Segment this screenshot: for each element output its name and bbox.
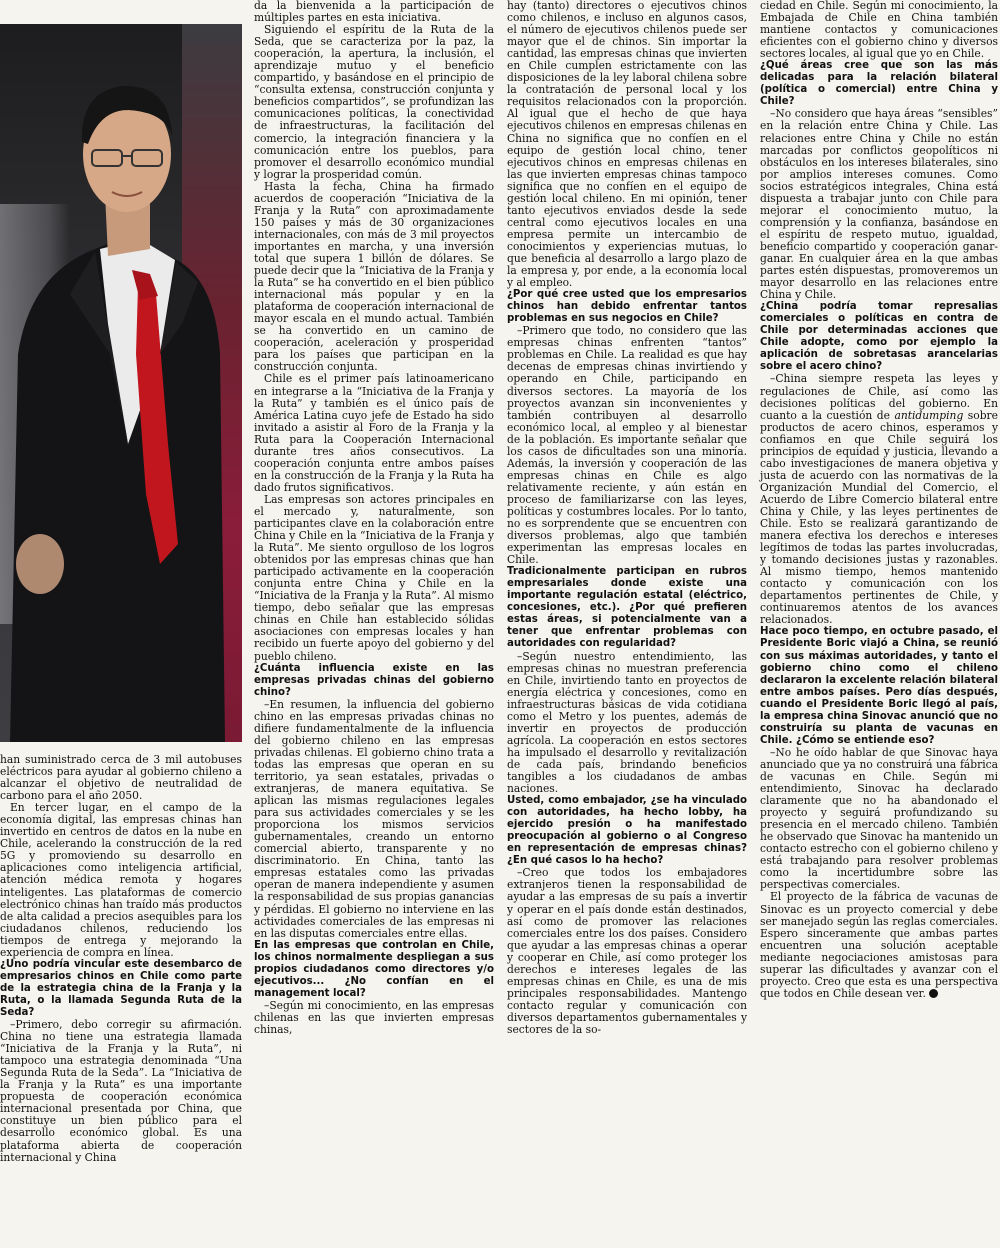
interview-question: ¿China podría tomar represalias comerciales o políticas en contra de Chile por determinadas acciones que Chile adopte, como por ejemplo la aplicación de sobretasas arancelarias sobre el acero chino? bbox=[760, 301, 998, 373]
text-column-3 bbox=[507, 0, 747, 1036]
body-paragraph: –Según nuestro entendimiento, las empresas chinas no muestran preferencia en Chile, invirtiendo tanto en proyectos de energía eléctrica y concesiones, como en infraestructuras básicas de vida cotidiana como el Metro y los puentes, además de invertir en proyectos de producción agrícola. La cooperación en estos sectores ha impulsado el desarrollo y revitalización de cada país, brindando beneficios tangibles a los ciudadanos de ambas naciones. bbox=[507, 649, 747, 796]
end-mark-icon bbox=[929, 989, 938, 998]
interview-question: En las empresas que controlan en Chile, los chinos normalmente despliegan a sus propios ciudadanos como directores y/o ejecutivos... ¿No confían en el management local? bbox=[254, 939, 494, 999]
interview-question: ¿Por qué cree usted que los empresarios chinos han debido enfrentar tantos problemas en sus negocios en Chile? bbox=[507, 289, 747, 325]
interview-question: ¿Uno podría vincular este desembarco de empresarios chinos en Chile como parte de la estrategia china de la Franja y la Ruta, o la llamada Segunda Ruta de la Seda? bbox=[0, 958, 242, 1018]
body-paragraph: da la bienvenida a la participación de múltiples partes en esta iniciativa. bbox=[254, 0, 494, 25]
interview-question: Usted, como embajador, ¿se ha vinculado con autoridades, ha hecho lobby, ha ejercido presión o ha manifestado preocupación al gobierno o al Congreso en representación de empresas chinas? ¿En qué casos lo ha hecho? bbox=[507, 795, 747, 867]
interview-question: ¿Cuánta influencia existe en las empresas privadas chinas del gobierno chino? bbox=[254, 662, 494, 698]
body-paragraph: han suministrado cerca de 3 mil autobuses eléctricos para ayudar al gobierno chileno a alcanzar el objetivo de neutralidad de carbono para el año 2050. bbox=[0, 753, 242, 803]
body-paragraph: –No considero que haya áreas “sensibles” en la relación entre China y Chile. Las relaciones entre China y Chile no están marcadas por conflictos geopolíticos ni obstáculos en los intereses bilaterales, sino por amplios intereses comunes. Como socios estratégicos integrales, China está dispuesta a trabajar junto con Chile para mejorar el conocimiento mutuo, la comprensión y la confianza, basándose en el espíritu de respeto mutuo, igualdad, beneficio compartido y cooperación ganar-ganar. En cualquier área en la que ambas partes estén dispuestas, promoveremos un mayor desarrollo en las relaciones entre China y Chile. bbox=[760, 107, 998, 302]
body-paragraph: Las empresas son actores principales en el mercado y, naturalmente, son participantes clave en la colaboración entre China y Chile en la “Iniciativa de la Franja y la Ruta”. Me siento orgulloso de los logros obtenidos por las empresas chinas que han participado activamente en la cooperación conjunta entre China y Chile en la “Iniciativa de la Franja y la Ruta”. Al mismo tiempo, debo señalar que las empresas chinas en Chile han establecido sólidas asociaciones con empresas locales y han recibido un fuerte apoyo del gobierno y del pueblo chileno. bbox=[254, 492, 494, 663]
ambassador-photo bbox=[0, 24, 242, 742]
interview-question: Hace poco tiempo, en octubre pasado, el Presidente Boric viajó a China, se reunió con sus máximas autoridades, y tanto el gobierno chino como el chileno declararon la excelente relación bilateral entre ambos países. Pero días después, cuando el Presidente Boric llegó al país, la empresa china Sinovac anunció que no construiría su planta de vacunas en Chile. ¿Cómo se entiende eso? bbox=[760, 626, 998, 746]
closing-paragraph: El proyecto de la fábrica de vacunas de Sinovac es un proyecto comercial y debe ser manejado según las reglas comerciales. Espero sinceramente que ambas partes encuentren una solución aceptable mediante negociaciones amistosas para superar las dificultades y avanzar con el proyecto. Creo que esta es una perspectiva que todos en Chile desean ver. bbox=[760, 890, 998, 1000]
body-paragraph: ciedad en Chile. Según mi conocimiento, la Embajada de Chile en China también mantiene contactos y comunicaciones eficientes con el gobierno chino y diversos sectores locales, al igual que yo en Chile. bbox=[760, 0, 998, 61]
body-paragraph: –No he oído hablar de que Sinovac haya anunciado que ya no construirá una fábrica de vacunas en Chile. Según mi entendimiento, Sinovac ha declarado claramente que no ha abandonado el proyecto y seguirá profundizando su presencia en el mercado chileno. También he observado que Sinovac ha mantenido un contacto estrecho con el gobierno chileno y está trabajando para resolver problemas como la incertidumbre sobre las perspectivas comerciales. bbox=[760, 745, 998, 892]
body-paragraph: En tercer lugar, en el campo de la economía digital, las empresas chinas han invertido en centros de datos en la nube en Chile, acelerando la construcción de la red 5G y promoviendo su desarrollo en aplicaciones como inteligencia artificial, atención médica remota y hogares inteligentes. Las plataformas de comercio electrónico chinas han traído más productos de alta calidad a precios asequibles para los ciudadanos chilenos, reduciendo los tiempos de entrega y mejorando la experiencia de compra en línea. bbox=[0, 801, 242, 959]
text-column-1 bbox=[0, 754, 242, 1164]
body-paragraph: hay (tanto) directores o ejecutivos chinos como chilenos, e incluso en algunos casos, el número de ejecutivos chilenos puede ser mayor que el de chinos. Sin importar la cantidad, las empresas chinas que invierten en Chile cumplen estrictamente con las disposiciones de la ley laboral chilena sobre la contratación de personal local y los requisitos relacionados con la proporción. Al igual que el hecho de que haya ejecutivos chilenos en empresas chilenas en China no significa que no confíen en el equipo de gestión local chino, tener ejecutivos chinos en empresas chilenas en las que invierten empresas chinas tampoco significa que no confíen en el equipo de gestión local chileno. En mi opinión, tener tanto ejecutivos enviados desde la sede central como ejecutivos locales en una empresa permite un intercambio de conocimientos y experiencias mutuas, lo que beneficia al desarrollo a largo plazo de la empresa y, por ende, a la economía local y al empleo. bbox=[507, 0, 747, 290]
text-column-4 bbox=[760, 0, 998, 1000]
body-paragraph: Siguiendo el espíritu de la Ruta de la Seda, que se caracteriza por la paz, la cooperación, la apertura, la inclusión, el aprendizaje mutuo y el beneficio compartido, y basándose en el principio de “consulta extensa, construcción conjunta y beneficios compartidos”, se profundizan las comunicaciones políticas, la conectividad de infraestructuras, la facilitación del comercio, la integración financiera y la comunicación entre los pueblos, para promover el desarrollo económico mundial y lograr la prosperidad común. bbox=[254, 23, 494, 181]
interview-question: ¿Qué áreas cree que son las más delicadas para la relación bilateral (política o comercial) entre China y Chile? bbox=[760, 60, 998, 108]
body-paragraph: Chile es el primer país latinoamericano en integrarse a la “Iniciativa de la Franja y la Ruta” y también es el único país de América Latina cuyo jefe de Estado ha sido invitado a asistir al Foro de la Franja y la Ruta para la Cooperación Internacional durante tres años consecutivos. La cooperación conjunta entre ambos países en la construcción de la Franja y la Ruta ha dado frutos significativos. bbox=[254, 372, 494, 494]
portrait-figure bbox=[0, 24, 242, 742]
body-paragraph: –Primero que todo, no considero que las empresas chinas enfrenten “tantos” problemas en Chile. La realidad es que hay decenas de empresas chinas invirtiendo y operando en Chile, participando en diversos sectores. La mayoría de los proyectos avanzan sin inconvenientes y también contribuyen al desarrollo económico local, al empleo y al bienestar de la población. Es importante señalar que los casos de dificultades son una minoría. Además, la inversión y cooperación de las empresas chinas en Chile es algo relativamente reciente, y aún están en proceso de familiarizarse con las leyes, políticas y costumbres locales. Por lo tanto, no es sorprendente que se encuentren con diversos problemas, algo que también experimentan las empresas locales en Chile. bbox=[507, 324, 747, 567]
body-paragraph: –Primero, debo corregir su afirmación. China no tiene una estrategia llamada “Iniciativa de la Franja y la Ruta”, ni tampoco una estrategia denominada “Una Segunda Ruta de la Seda”. La “Iniciativa de la Franja y la Ruta” es una importante propuesta de cooperación económica internacional presentada por China, que constituye un bien público para el desarrollo económico global. Es una plataforma abierta de cooperación internacional y China bbox=[0, 1018, 242, 1164]
body-paragraph: –Creo que todos los embajadores extranjeros tienen la responsabilidad de ayudar a las empresas de su país a invertir y operar en el país donde están destinados, así como de promover las relaciones comerciales entre los dos países. Considero que ayudar a las empresas chinas a operar y cooperar en Chile, así como proteger los derechos e intereses legales de las empresas chinas en Chile, es una de mis principales responsabilidades. Mantengo contacto regular y comunicación con diversos departamentos gubernamentales y sectores de la so- bbox=[507, 866, 747, 1036]
text-column-2 bbox=[254, 0, 494, 1036]
body-paragraph: –Según mi conocimiento, en las empresas chilenas en las que invierten empresas chinas, bbox=[254, 998, 494, 1036]
body-paragraph: –En resumen, la influencia del gobierno chino en las empresas privadas chinas no difiere fundamentalmente de la influencia del gobierno chileno en las empresas privadas chilenas. El gobierno chino trata a todas las empresas que operan en su territorio, ya sean estatales, privadas o extranjeras, de manera equitativa. Se aplican las mismas regulaciones legales para sus actividades comerciales y se les proporciona los mismos servicios gubernamentales, creando un entorno comercial abierto, transparente y no discriminatorio. En China, tanto las empresas estatales como las privadas operan de manera independiente y asumen la responsabilidad de sus propias ganancias y pérdidas. El gobierno no interviene en las actividades comerciales de las empresas ni en las disputas comerciales entre ellas. bbox=[254, 697, 494, 940]
answer-paragraph: –China siempre respeta las leyes y regulaciones de Chile, así como las decisiones políticas del gobierno. En cuanto a la cuestión de antidumping sobre productos de acero chinos, esperamos y confiamos en que Chile seguirá los principios de equidad y justicia, llevando a cabo investigaciones de manera objetiva y justa de acuerdo con las normativas de la Organización Mundial del Comercio, el Acuerdo de Libre Comercio bilateral entre China y Chile, y las leyes pertinentes de Chile. Esto se realizará garantizando de manera efectiva los derechos e intereses legítimos de todas las partes involucradas, y tomando decisiones justas y razonables. Al mismo tiempo, hemos mantenido contacto y comunicación con los departamentos pertinentes de Chile, y continuaremos atentos de los avances relacionados. bbox=[760, 372, 998, 627]
body-paragraph: Hasta la fecha, China ha firmado acuerdos de cooperación “Iniciativa de la Franja y la Ruta” con aproximadamente 150 países y más de 30 organizaciones internacionales, con más de 3 mil proyectos importantes en marcha, y una inversión total que supera 1 billón de dólares. Se puede decir que la “Iniciativa de la Franja y la Ruta” se ha convertido en el bien público internacional más popular y en la plataforma de cooperación internacional de mayor escala en el mundo actual. También se ha convertido en un camino de cooperación, aceleración y prosperidad para los países que participan en la construcción conjunta. bbox=[254, 179, 494, 374]
interview-question: Tradicionalmente participan en rubros empresariales donde existe una importante regulación estatal (eléctrico, concesiones, etc.). ¿Por qué prefieren estas áreas, si potencialmente van a tener que enfrentar problemas con autoridades con regularidad? bbox=[507, 566, 747, 650]
